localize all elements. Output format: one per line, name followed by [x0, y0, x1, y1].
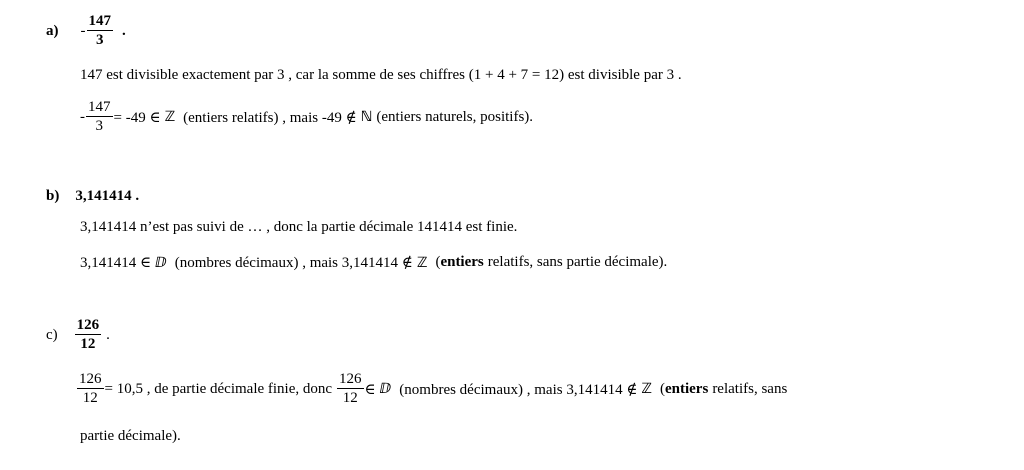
open-paren: (	[435, 254, 441, 270]
section-b-text-4: relatifs, sans partie décimale).	[487, 254, 668, 270]
section-b-text-1: 3,141414 n’est pas suivi de … , donc la partie décimale 141414 est finie.	[80, 219, 518, 235]
set-d-symbol: ⅅ	[379, 381, 392, 397]
section-c-header	[46, 318, 110, 352]
section-b-title: 3,141414 .	[75, 188, 140, 204]
set-d-symbol: ⅅ	[155, 254, 167, 271]
fraction-denominator: 12	[342, 390, 358, 406]
set-z-symbol: ℤ	[164, 109, 176, 125]
section-a-label: a)	[46, 22, 59, 39]
header-period: .	[122, 22, 126, 39]
fraction-denominator: 12	[80, 336, 96, 352]
fraction-denominator: 12	[82, 390, 98, 406]
fraction-numerator: 126	[339, 371, 362, 387]
fraction-147-over-3	[87, 14, 114, 48]
section-c-text-1: = 10,5 , de partie décimale finie, donc	[104, 380, 333, 397]
section-a-line1	[80, 67, 682, 84]
section-a-text-3: (entiers naturels, positifs).	[376, 108, 534, 125]
section-b-text-3: (nombres décimaux) , mais 3,141414 ∉	[174, 255, 413, 271]
section-b-line2	[80, 253, 667, 272]
fraction-147-over-3-inline	[86, 100, 113, 134]
fraction-126-over-12	[75, 318, 102, 352]
section-c-line1	[76, 372, 787, 406]
fraction-denominator: 3	[95, 118, 103, 134]
fraction-numerator: 147	[88, 13, 111, 29]
minus-sign: -	[80, 22, 86, 39]
minus-sign: -	[80, 108, 85, 125]
set-z-symbol: ℤ	[641, 381, 652, 397]
fraction-126-over-12-inline-2	[337, 372, 364, 406]
equals-result: = -49 ∈	[113, 109, 161, 126]
fraction-numerator: 126	[79, 371, 102, 387]
section-c-label: c)	[46, 326, 58, 343]
open-paren: (	[659, 380, 665, 397]
section-a-line2	[80, 100, 533, 134]
set-n-symbol: ℕ	[360, 109, 373, 125]
set-z-symbol: ℤ	[416, 254, 428, 271]
section-b-text-2: 3,141414 ∈	[80, 255, 152, 271]
section-c-text-4: partie décimale).	[80, 428, 181, 444]
element-of-symbol: ∈	[364, 381, 376, 398]
fraction-numerator: 126	[76, 317, 100, 333]
section-c-text-3: relatifs, sans	[712, 380, 788, 397]
section-c-text-2: (nombres décimaux) , mais 3,141414 ∉	[399, 381, 638, 398]
section-a-header	[46, 14, 126, 48]
section-a-text-1: 147 est divisible exactement par 3 , car la somme de ses chiffres (1 + 4 + 7 = 12) est divisible par 3 .	[80, 67, 682, 83]
bold-entiers: entiers	[664, 380, 709, 397]
section-b-header	[46, 188, 139, 205]
fraction-126-over-12-inline	[77, 372, 104, 406]
fraction-numerator: 147	[88, 99, 111, 115]
section-c-line2	[80, 428, 181, 445]
header-period: .	[106, 326, 110, 343]
section-a-text-2: (entiers relatifs) , mais -49 ∉	[183, 109, 357, 126]
bold-entiers: entiers	[440, 254, 484, 270]
section-b-line1	[80, 219, 517, 236]
fraction-denominator: 3	[96, 32, 104, 48]
section-b-label: b)	[46, 188, 60, 204]
